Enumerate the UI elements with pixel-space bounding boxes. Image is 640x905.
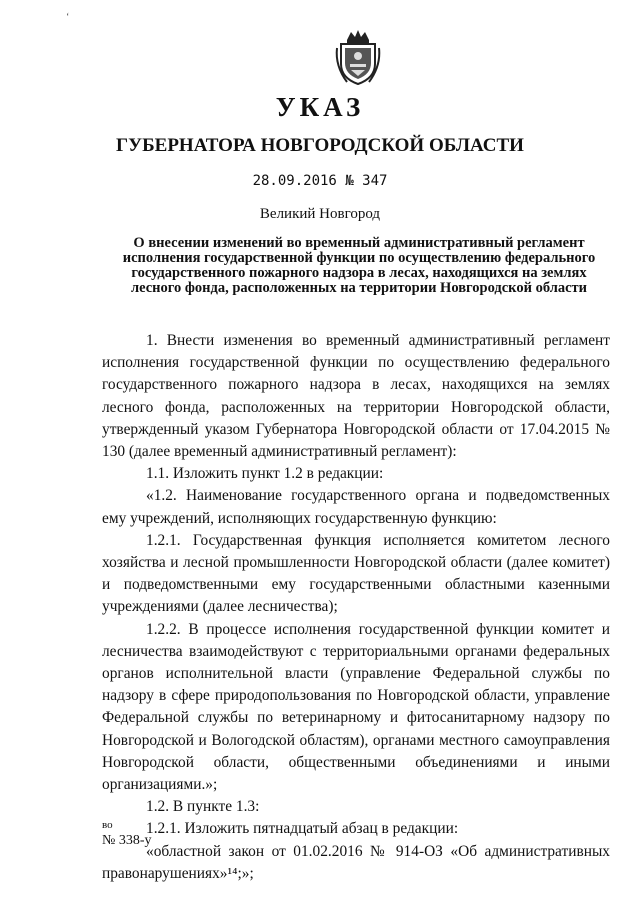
footer-note — [102, 818, 152, 848]
date-number: 28.09.2016 № 347 — [252, 173, 388, 189]
paragraph-1-2-1-b: 1.2.1. Изложить пятнадцатый абзац в редакции: — [146, 820, 459, 838]
document-title: УКАЗ — [275, 92, 365, 122]
decree-heading: О внесении изменений во временный административный регламент исполнения государственной функции по осуществлению федерального государственного пожарного надзора в лесах, находящихся на землях лесного фонда, расположенных на территории Новгородской области — [122, 235, 596, 296]
footer-line-1: во — [102, 819, 113, 831]
paragraph-1-2: 1.2. В пункте 1.3: — [146, 798, 260, 816]
corner-mark: ‘ — [66, 12, 70, 23]
paragraph-1-2-1: 1.2.1. Государственная функция исполняется комитетом лесного хозяйства и лесной промышленности Новгородской области (далее комитет) и подведомственными ему государственными областными казенными учреждениями (далее лесничества); — [102, 531, 610, 616]
document-subtitle: ГУБЕРНАТОРА НОВГОРОДСКОЙ ОБЛАСТИ — [116, 135, 524, 156]
city-name: Великий Новгород — [259, 206, 381, 222]
paragraph-law: «областной закон от 01.02.2016 № 914-ОЗ «Об административных правонарушениях»¹⁴;»; — [102, 842, 610, 882]
footer-line-2: № 338-у — [102, 833, 152, 848]
coat-of-arms-icon — [333, 28, 383, 86]
paragraph-quote-1-2: «1.2. Наименование государственного органа и подведомственных ему учреждений, исполняющих государственную функцию: — [102, 487, 610, 527]
paragraph-1: 1. Внести изменения во временный административный регламент исполнения государственной функции по осуществлению федерального государственного пожарного надзора в лесах, находящихся на землях лесного фонда, расположенных на территории Новгородской области, утвержденный указом Губернатора Новгородской области от 17.04.2015 № 130 (далее временный административный регламент): — [102, 332, 610, 461]
paragraph-1-2-2: 1.2.2. В процессе исполнения государственной функции комитет и лесничества взаимодействуют с территориальными органами федеральных органов исполнительной власти (управление Федеральной службы по надзору в сфере природопользования по Новгородской области, управление Федеральной службы по ветеринарному и фитосанитарному надзору по Новгородской и Вологодской областям), органами местного самоуправления Новгородской области, общественными объединениями и иными организациями.»; — [102, 620, 610, 794]
document-body — [102, 330, 610, 885]
paragraph-1-1: 1.1. Изложить пункт 1.2 в редакции: — [146, 465, 384, 483]
